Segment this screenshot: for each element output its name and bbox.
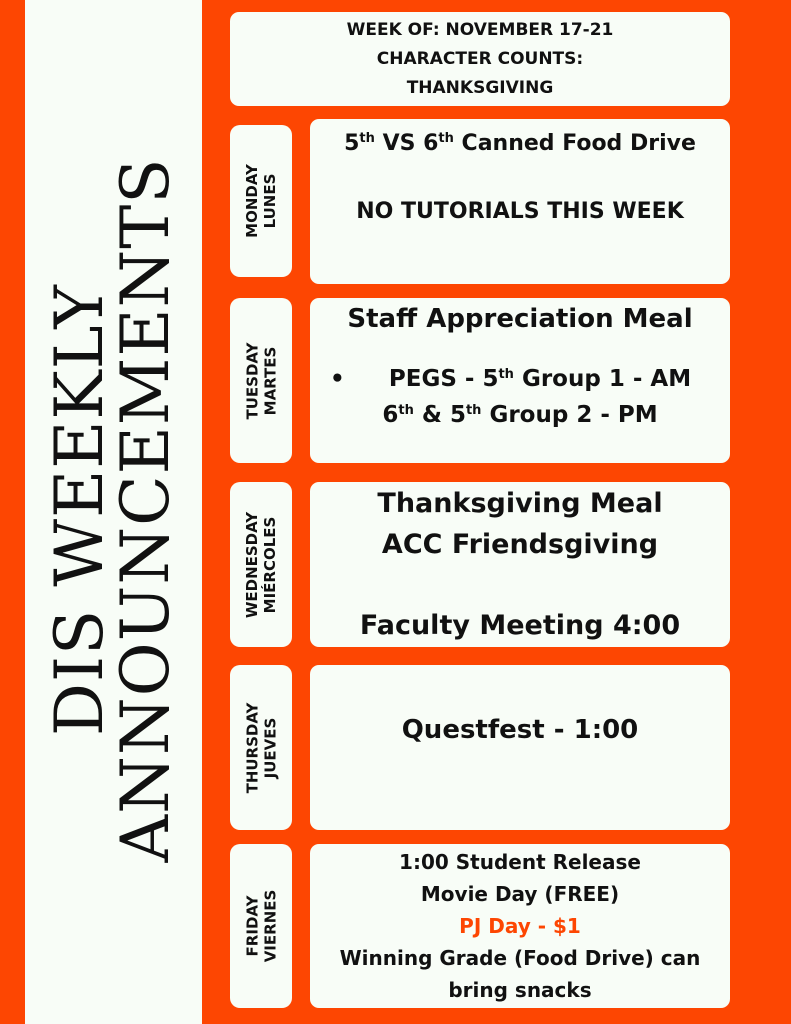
monday-content	[310, 119, 730, 284]
day-en: FRIDAY	[243, 895, 261, 957]
thursday-content	[310, 665, 730, 830]
day-en: TUESDAY	[243, 342, 262, 419]
tuesday-title: Staff Appreciation Meal	[347, 304, 693, 334]
page-title	[41, 130, 184, 890]
wednesday-line-2: ACC Friendsgiving	[381, 529, 659, 560]
day-en: WEDNESDAY	[243, 511, 261, 618]
day-en: THURSDAY	[243, 702, 261, 793]
title-line-1: DIS WEEKLY	[41, 284, 118, 736]
theme-label: THANKSGIVING	[406, 77, 554, 98]
day-label-friday	[230, 844, 292, 1008]
week-header	[230, 12, 730, 106]
bullet-icon: •	[330, 366, 345, 392]
day-es: VIERNES	[261, 889, 279, 963]
tuesday-content	[310, 298, 730, 463]
title-line-2: ANNOUNCEMENTS	[107, 157, 184, 863]
monday-line-1: 5th VS 6th Canned Food Drive	[344, 131, 696, 156]
day-es: LUNES	[261, 173, 279, 229]
day-es: MARTES	[261, 346, 280, 415]
thursday-line-1: Questfest - 1:00	[401, 715, 639, 745]
friday-line-2: Movie Day (FREE)	[420, 882, 620, 906]
tuesday-line-2: 6th & 5th Group 2 - PM	[382, 402, 658, 428]
day-label-monday	[230, 125, 292, 277]
friday-line-1: 1:00 Student Release	[399, 850, 641, 874]
wednesday-content	[310, 482, 730, 647]
day-es: JUEVES	[261, 717, 279, 778]
wednesday-line-1: Thanksgiving Meal	[377, 488, 663, 519]
day-es: MIÉRCOLES	[261, 516, 279, 613]
character-label: CHARACTER COUNTS:	[376, 48, 584, 69]
tuesday-line-1: • PEGS - 5th Group 1 - AM	[310, 361, 730, 397]
friday-line-3: PJ Day - $1	[459, 914, 581, 938]
friday-line-4: Winning Grade (Food Drive) can bring snacks	[339, 946, 701, 1002]
day-en: MONDAY	[243, 164, 261, 238]
day-label-thursday	[230, 665, 292, 830]
day-label-wednesday	[230, 482, 292, 647]
monday-line-2: NO TUTORIALS THIS WEEK	[356, 199, 684, 224]
wednesday-line-3: Faculty Meeting 4:00	[359, 610, 681, 641]
friday-content	[310, 844, 730, 1008]
week-label: WEEK OF: NOVEMBER 17-21	[346, 19, 614, 40]
day-label-tuesday	[230, 298, 292, 463]
